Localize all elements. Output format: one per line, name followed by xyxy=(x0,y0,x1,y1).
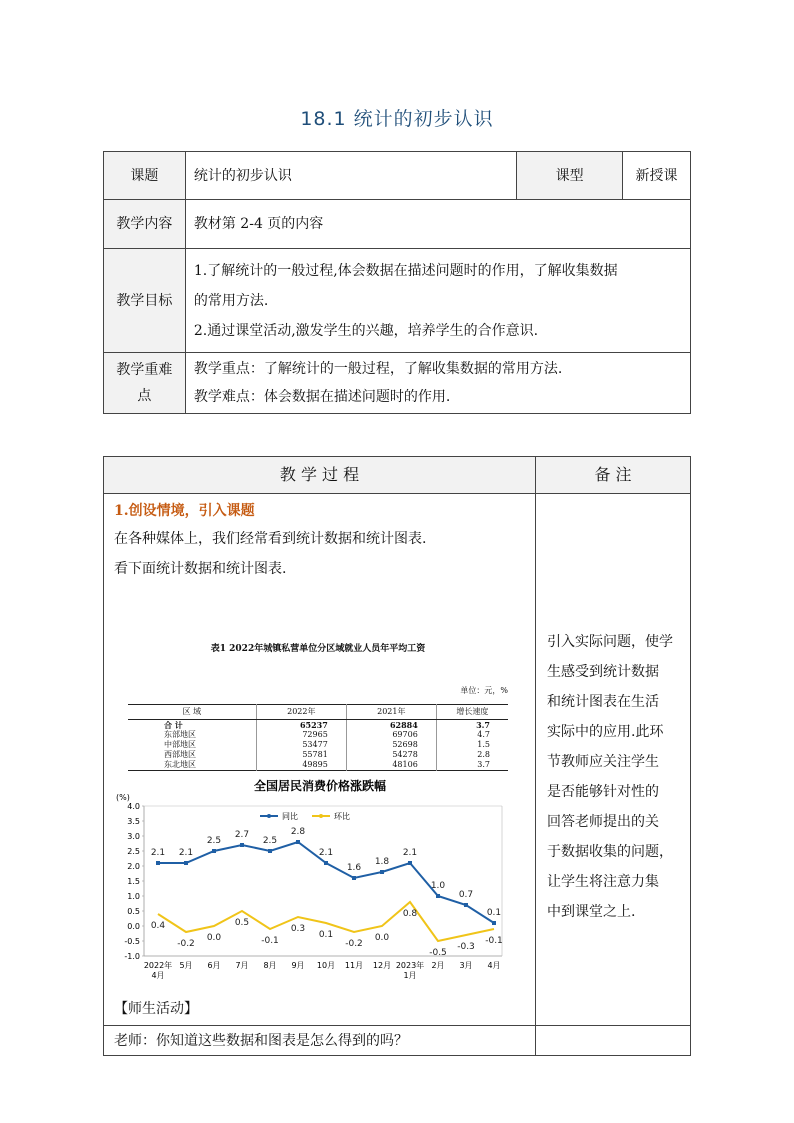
wage-cell: 52698 xyxy=(346,740,436,750)
x-tick-label: 3月 xyxy=(459,961,473,970)
intro-line-2: 看下面统计数据和统计图表. xyxy=(114,561,287,577)
page-title: 18.1 统计的初步认识 xyxy=(300,108,494,130)
note-line: 和统计图表在生活 xyxy=(547,694,659,710)
data-label-0: 1.0 xyxy=(430,881,446,891)
y-tick-label: 3.5 xyxy=(127,817,140,826)
wage-cell: 1.5 xyxy=(436,740,508,750)
topic-value: 统计的初步认识 xyxy=(185,152,516,200)
wage-header-region: 区 域 xyxy=(128,705,256,720)
series-point-0 xyxy=(240,843,244,847)
legend-marker-0 xyxy=(267,814,271,818)
data-label-0: 2.1 xyxy=(178,848,194,858)
y-tick-label: 2.5 xyxy=(127,847,140,856)
note-line: 节教师应关注学生 xyxy=(547,754,659,770)
objective-label: 教学目标 xyxy=(104,249,186,353)
note-line: 让学生将注意力集 xyxy=(547,874,659,890)
wage-cell: 3.7 xyxy=(436,760,508,771)
data-label-1: 0.0 xyxy=(374,933,390,943)
x-tick-label: 10月 xyxy=(316,961,336,970)
note-line: 是否能够针对性的 xyxy=(547,784,659,800)
data-label-0: 1.8 xyxy=(374,857,390,867)
x-tick-label: 5月 xyxy=(179,961,193,970)
data-label-0: 2.5 xyxy=(262,836,278,846)
data-label-1: 0.0 xyxy=(206,933,222,943)
content-label: 教学内容 xyxy=(104,200,186,249)
wage-cell: 62884 xyxy=(346,720,436,731)
x-tick-label: 7月 xyxy=(235,961,249,970)
content-value: 教材第 2-4 页的内容 xyxy=(185,200,690,249)
key-point-line-2: 教学难点：体会数据在描述问题时的作用. xyxy=(193,389,451,405)
wage-cell: 48106 xyxy=(346,760,436,771)
key-points-label-b: 点 xyxy=(137,388,152,404)
note-line: 回答老师提出的关 xyxy=(547,814,659,830)
data-label-0: 0.1 xyxy=(486,908,502,918)
key-points-label-a: 教学重难 xyxy=(116,362,173,378)
x-tick-label: 2023年 1月 xyxy=(395,961,425,980)
wage-cell: 西部地区 xyxy=(164,750,196,759)
wage-cell: 中部地区 xyxy=(164,740,196,749)
y-tick-label: 0.0 xyxy=(127,922,140,931)
series-point-0 xyxy=(492,921,496,925)
wage-table xyxy=(128,704,508,771)
series-point-0 xyxy=(156,861,160,865)
wage-cell: 69706 xyxy=(346,730,436,740)
intro-line-1: 在各种媒体上，我们经常看到统计数据和统计图表. xyxy=(114,531,427,547)
section-1-title: 1.创设情境，引入课题 xyxy=(114,503,255,519)
wage-cell: 49895 xyxy=(256,760,346,771)
chart-ylabel: (%) xyxy=(116,793,130,802)
y-tick-label: 1.5 xyxy=(127,877,140,886)
wage-cell: 合 计 xyxy=(164,720,183,730)
x-tick-label: 9月 xyxy=(291,961,305,970)
data-label-1: -0.2 xyxy=(177,939,195,949)
series-point-0 xyxy=(352,876,356,880)
key-points-label xyxy=(104,353,186,414)
x-tick-label: 2022年 4月 xyxy=(143,961,173,980)
topic-label: 课题 xyxy=(104,152,186,200)
data-label-0: 2.1 xyxy=(402,848,418,858)
cpi-line-chart xyxy=(110,778,510,988)
x-tick-label: 2月 xyxy=(431,961,445,970)
note-line: 中到课堂之上. xyxy=(547,904,636,920)
wage-cell: 72965 xyxy=(256,730,346,740)
process-header: 教 学 过 程 xyxy=(104,457,536,494)
x-tick-label: 4月 xyxy=(487,961,501,970)
y-tick-label: -0.5 xyxy=(124,937,140,946)
series-point-0 xyxy=(464,903,468,907)
lesson-info-table xyxy=(103,151,691,414)
data-label-0: 2.8 xyxy=(290,827,306,837)
data-label-1: -0.1 xyxy=(485,936,503,946)
series-point-0 xyxy=(380,870,384,874)
series-point-0 xyxy=(268,849,272,853)
y-tick-label: 1.0 xyxy=(127,892,140,901)
wage-table-block xyxy=(128,636,508,771)
series-point-0 xyxy=(184,861,188,865)
series-point-0 xyxy=(408,861,412,865)
y-tick-label: 2.0 xyxy=(127,862,140,871)
objective-line-3: 2.通过课堂活动,激发学生的兴趣，培养学生的合作意识. xyxy=(193,322,539,339)
note-line: 引入实际问题，使学 xyxy=(547,634,673,650)
series-point-0 xyxy=(212,849,216,853)
data-label-1: -0.5 xyxy=(429,948,447,958)
series-point-0 xyxy=(296,840,300,844)
note-line: 生感受到统计数据 xyxy=(547,664,659,680)
legend-label-0: 同比 xyxy=(282,812,298,821)
y-tick-label: 4.0 xyxy=(127,802,140,811)
x-tick-label: 12月 xyxy=(372,961,392,970)
data-label-0: 2.1 xyxy=(318,848,334,858)
note-text xyxy=(537,627,689,927)
series-point-0 xyxy=(324,861,328,865)
key-points-value xyxy=(185,353,690,414)
wage-cell: 54278 xyxy=(346,750,436,760)
wage-cell: 4.7 xyxy=(436,730,508,740)
y-tick-label: -1.0 xyxy=(124,952,140,961)
wage-table-unit: 单位：元，% xyxy=(460,686,508,695)
note-line: 实际中的应用.此环 xyxy=(547,724,664,740)
type-label: 课型 xyxy=(517,152,623,200)
note-empty xyxy=(536,1026,691,1056)
process-content xyxy=(104,494,536,1026)
data-label-0: 0.7 xyxy=(458,890,474,900)
wage-header-2022: 2022年 xyxy=(256,705,346,720)
data-label-0: 2.1 xyxy=(150,848,166,858)
objective-value xyxy=(185,249,690,353)
legend-label-1: 环比 xyxy=(334,812,350,821)
objective-line-2: 的常用方法. xyxy=(193,292,269,309)
legend-marker-1 xyxy=(319,814,323,818)
key-point-line-1: 教学重点：了解统计的一般过程，了解收集数据的常用方法. xyxy=(193,361,563,377)
type-value: 新授课 xyxy=(623,152,691,200)
data-label-1: -0.2 xyxy=(345,939,363,949)
process-table xyxy=(103,456,691,1056)
wage-cell: 东部地区 xyxy=(164,730,196,739)
wage-cell: 53477 xyxy=(256,740,346,750)
note-column xyxy=(536,494,691,1026)
note-line: 于数据收集的问题， xyxy=(547,844,673,860)
data-label-1: -0.3 xyxy=(457,942,475,952)
chart-title: 全国居民消费价格涨跌幅 xyxy=(253,779,387,793)
teacher-question: 老师：你知道这些数据和图表是怎么得到的吗？ xyxy=(104,1026,536,1056)
wage-cell: 55781 xyxy=(256,750,346,760)
data-label-0: 2.5 xyxy=(206,836,222,846)
data-label-1: 0.8 xyxy=(402,909,418,919)
objective-line-1: 1.了解统计的一般过程,体会数据在描述问题时的作用，了解收集数据 xyxy=(193,262,618,279)
wage-header-2021: 2021年 xyxy=(346,705,436,720)
wage-header-growth: 增长速度 xyxy=(436,705,508,720)
note-header: 备 注 xyxy=(536,457,691,494)
data-label-1: 0.1 xyxy=(318,930,334,940)
data-label-1: 0.5 xyxy=(234,918,250,928)
y-tick-label: 0.5 xyxy=(127,907,140,916)
wage-table-title: 表1 2022年城镇私营单位分区域就业人员年平均工资 xyxy=(210,644,426,654)
x-tick-label: 11月 xyxy=(344,961,364,970)
wage-cell: 65237 xyxy=(256,720,346,731)
x-tick-label: 6月 xyxy=(207,961,221,970)
data-label-0: 2.7 xyxy=(234,830,250,840)
x-tick-label: 8月 xyxy=(263,961,277,970)
data-label-1: 0.3 xyxy=(290,924,306,934)
wage-cell: 3.7 xyxy=(436,720,508,731)
series-point-0 xyxy=(436,894,440,898)
data-label-1: 0.4 xyxy=(150,921,166,931)
data-label-0: 1.6 xyxy=(346,863,362,873)
y-tick-label: 3.0 xyxy=(127,832,140,841)
data-label-1: -0.1 xyxy=(261,936,279,946)
activity-label: 【师生活动】 xyxy=(114,1001,198,1017)
wage-cell: 东北地区 xyxy=(164,760,196,769)
wage-cell: 2.8 xyxy=(436,750,508,760)
